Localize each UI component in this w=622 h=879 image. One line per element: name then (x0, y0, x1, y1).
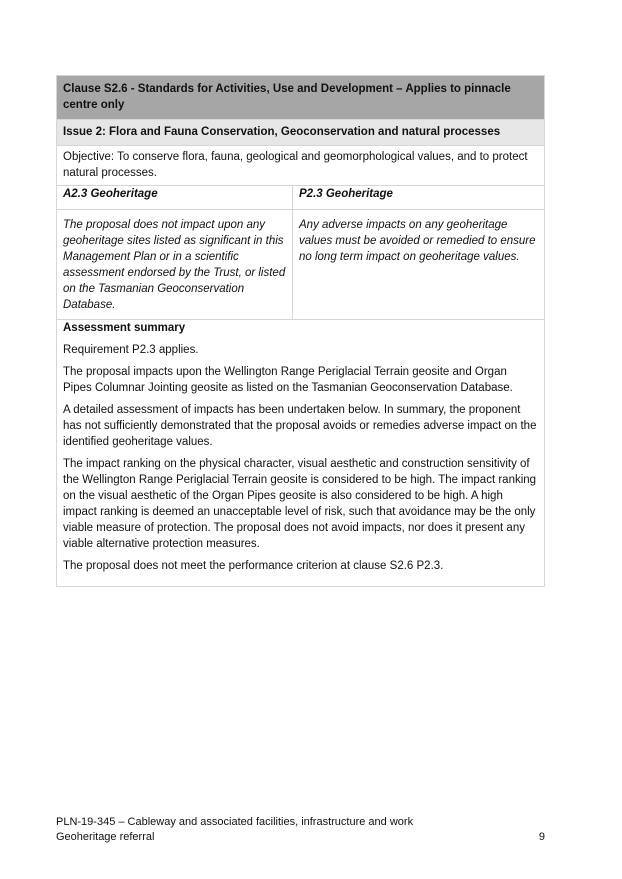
performance-criterion-cell (293, 186, 544, 319)
performance-criterion-heading: P2.3 Geoheritage (293, 186, 544, 210)
summary-paragraph: The impact ranking on the physical character, visual aesthetic and construction sensitivity of the Wellington Range Periglacial Terrain geosite is considered to be high. The impact ranking on the visual aesthetic of the Organ Pipes geosite is also considered to be high. A high impact ranking is deemed an unacceptable level of risk, such that avoidance may be the only viable measure of protection. The proposal does not avoid impacts, nor does it present any viable alternative protection measures. (63, 458, 537, 550)
acceptable-solution-text: The proposal does not impact upon any geoheritage sites listed as significant in this Management Plan or in a scientific assessment endorsed by the Trust, or listed on the Tasmanian Geoconservation Database. (63, 219, 286, 311)
criteria-row (57, 186, 544, 320)
footer-section-title: Geoheritage referral (56, 831, 155, 843)
acceptable-solution-heading: A2.3 Geoheritage (57, 186, 292, 210)
acceptable-solution-cell (57, 186, 293, 319)
issue-heading: Issue 2: Flora and Fauna Conservation, Geoconservation and natural processes (57, 120, 544, 146)
summary-paragraph: The proposal impacts upon the Wellington Range Periglacial Terrain geosite and Organ Pipes Columnar Jointing geosite as listed on the Tasmanian Geoconservation Database. (63, 366, 513, 394)
summary-paragraph: Requirement P2.3 applies. (63, 344, 199, 356)
summary-paragraph: The proposal does not meet the performance criterion at clause S2.6 P2.3. (63, 560, 444, 572)
standards-table (56, 75, 545, 587)
footer-document-title: PLN-19-345 – Cableway and associated facilities, infrastructure and work (56, 816, 414, 828)
assessment-summary-heading: Assessment summary (63, 322, 186, 334)
page-number: 9 (538, 831, 545, 843)
objective-text: Objective: To conserve flora, fauna, geological and geomorphological values, and to protect natural processes. (57, 146, 544, 186)
assessment-summary (57, 320, 544, 586)
summary-paragraph: A detailed assessment of impacts has been undertaken below. In summary, the proponent has not sufficiently demonstrated that the proposal avoids or remedies adverse impact on the identified geoheritage values. (63, 404, 537, 448)
clause-heading: Clause S2.6 - Standards for Activities, Use and Development – Applies to pinnacle centre only (57, 76, 544, 120)
performance-criterion-text: Any adverse impacts on any geoheritage values must be avoided or remedied to ensure no long term impact on geoheritage values. (299, 219, 536, 263)
